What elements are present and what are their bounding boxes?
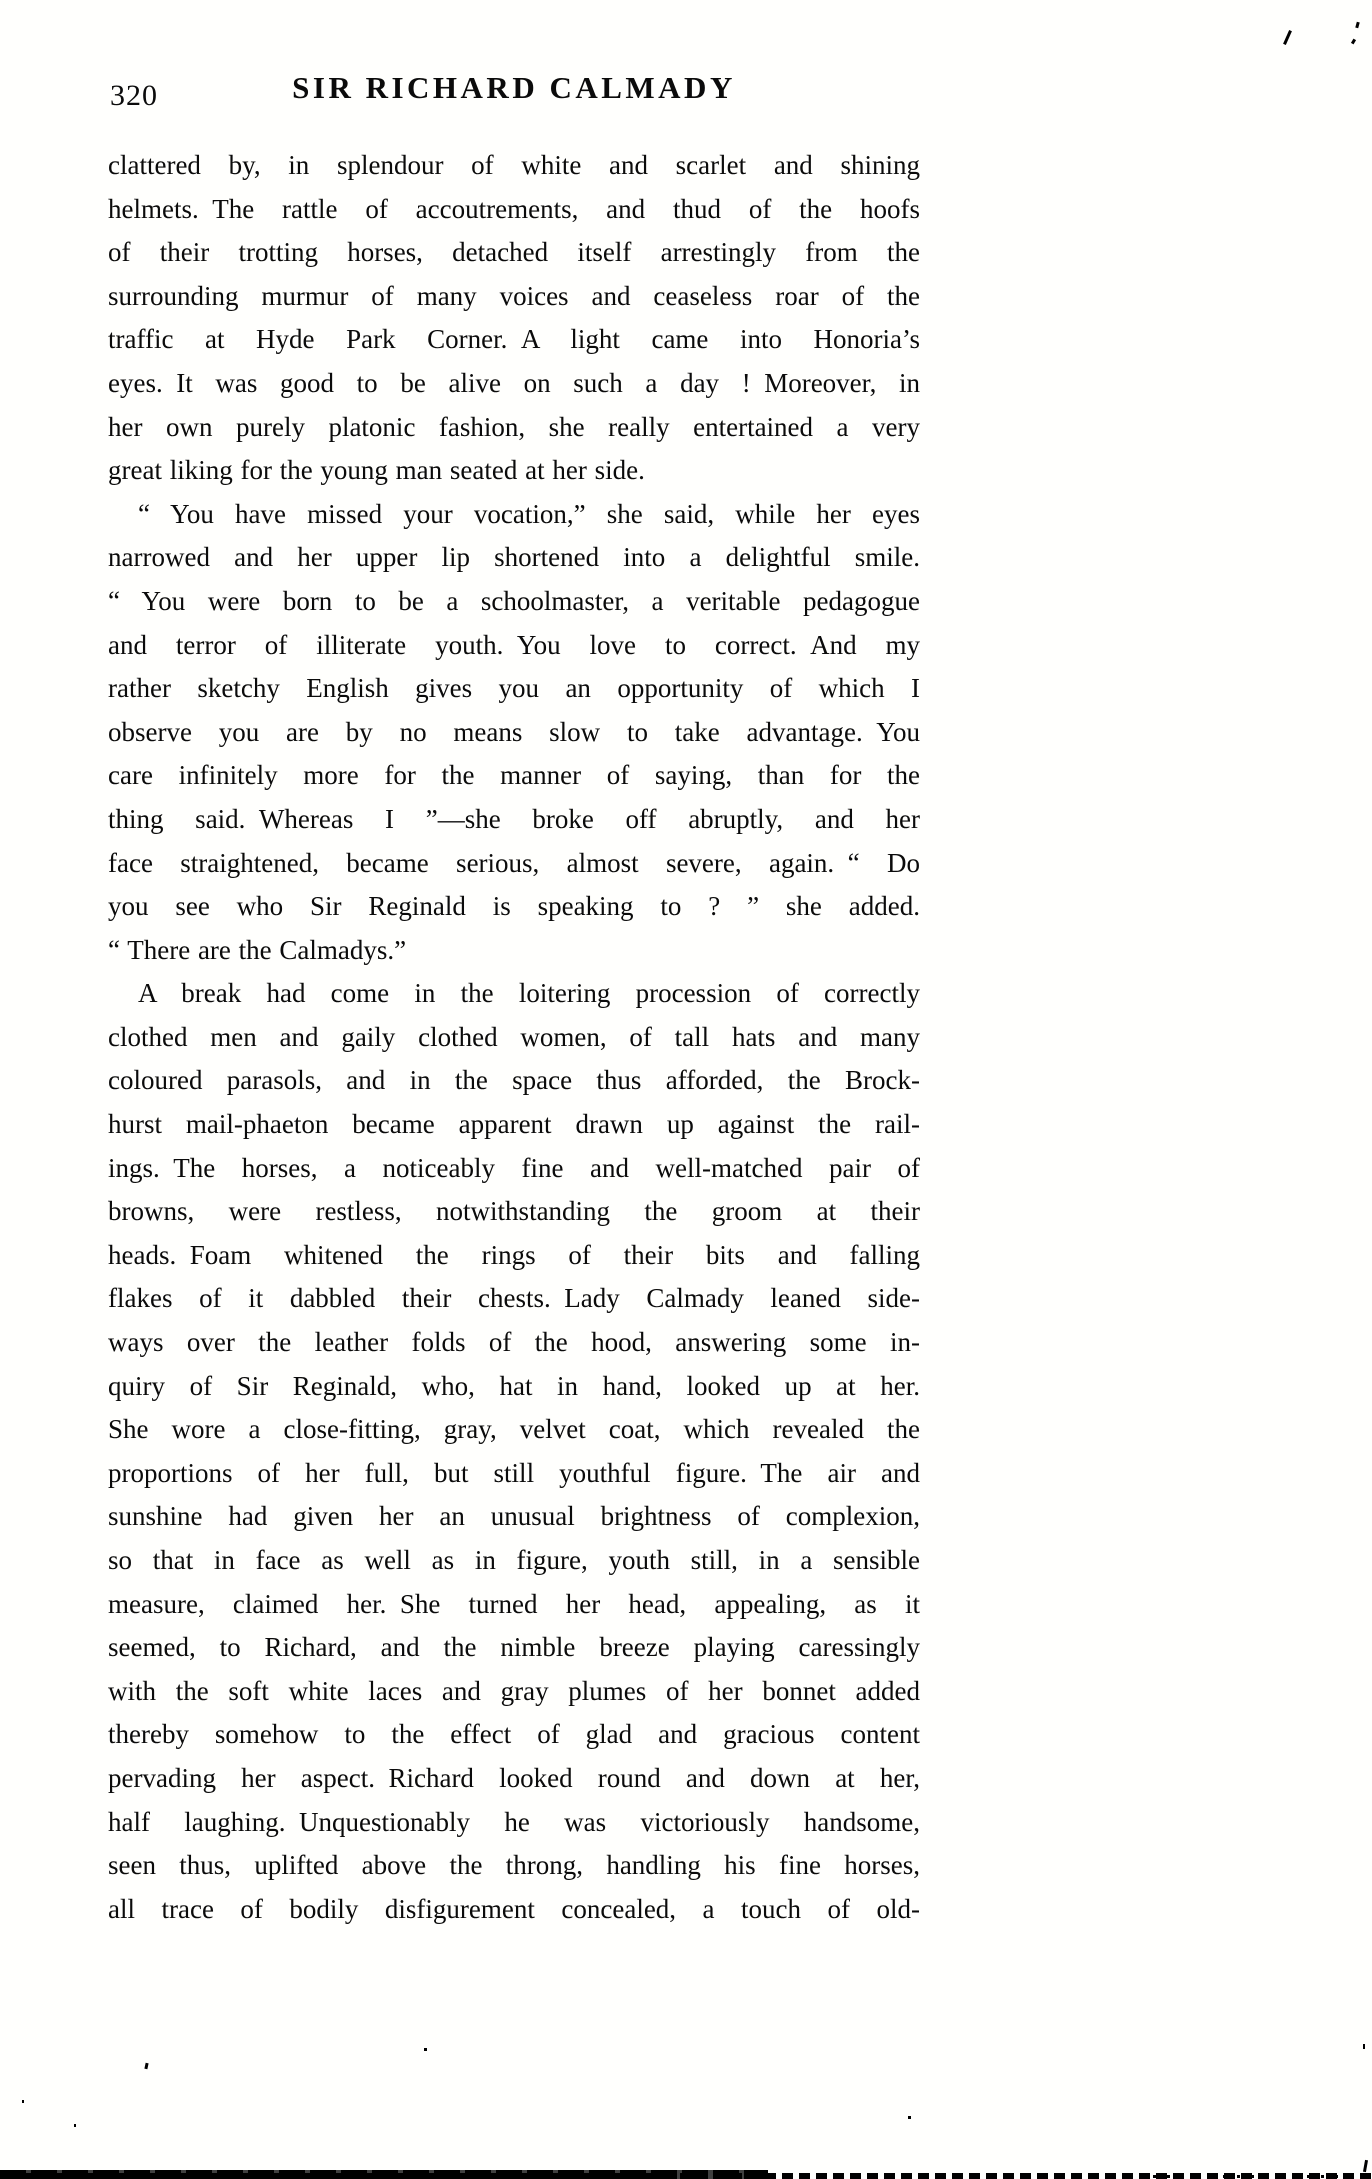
text-line: hurst mail-phaeton became apparent drawn up against the rail- <box>108 1109 920 1140</box>
text-line: thing said. Whereas I ”—she broke off abruptly, and her <box>108 803 920 834</box>
text-line: pervading her aspect. Richard looked round and down at her, <box>108 1762 920 1793</box>
text-line: heads. Foam whitened the rings of their bits and falling <box>108 1239 920 1270</box>
scan-speck <box>74 2124 76 2127</box>
text-line: all trace of bodily disfigurement concealed, a touch of old- <box>108 1893 920 1924</box>
scan-speck <box>1363 2044 1365 2049</box>
text-line: proportions of her full, but still youthful figure. The air and <box>108 1457 920 1488</box>
text-line: seen thus, uplifted above the throng, handling his fine horses, <box>108 1850 920 1881</box>
text-line: seemed, to Richard, and the nimble breeze playing caressingly <box>108 1632 920 1663</box>
text-line: “ You have missed your vocation,” she said, while her eyes <box>138 498 920 529</box>
scan-speck <box>424 2048 427 2051</box>
page-header <box>108 70 920 110</box>
text-line: A break had come in the loitering procession of correctly <box>138 978 920 1009</box>
text-line: with the soft white laces and gray plumes of her bonnet added <box>108 1675 920 1706</box>
text-line: helmets. The rattle of accoutrements, and thud of the hoofs <box>108 193 920 224</box>
text-line: half laughing. Unquestionably he was victoriously handsome, <box>108 1806 920 1837</box>
text-line: measure, claimed her. She turned her head, appealing, as it <box>108 1588 920 1619</box>
scan-speck <box>1355 22 1359 29</box>
text-line: surrounding murmur of many voices and ceaseless roar of the <box>108 280 920 311</box>
text-line: She wore a close-fitting, gray, velvet coat, which revealed the <box>108 1414 920 1445</box>
text-line: quiry of Sir Reginald, who, hat in hand, looked up at her. <box>108 1370 920 1401</box>
text-line: coloured parasols, and in the space thus afforded, the Brock- <box>108 1065 920 1096</box>
text-line: her own purely platonic fashion, she really entertained a very <box>108 411 920 442</box>
text-line: great liking for the young man seated at her side. <box>108 455 645 486</box>
text-line: clothed men and gaily clothed women, of tall hats and many <box>108 1021 920 1052</box>
text-line: rather sketchy English gives you an opportunity of which I <box>108 673 920 704</box>
text-line: care infinitely more for the manner of saying, than for the <box>108 760 920 791</box>
text-line: face straightened, became serious, almost severe, again. “ Do <box>108 847 920 878</box>
page-number: 320 <box>110 79 158 112</box>
text-column <box>108 0 920 1931</box>
scan-speck <box>1363 2160 1368 2172</box>
text-line: ings. The horses, a noticeably fine and well-matched pair of <box>108 1152 920 1183</box>
text-line: narrowed and her upper lip shortened into a delightful smile. <box>108 542 920 573</box>
running-title: SIR RICHARD CALMADY <box>292 70 736 105</box>
scan-speck <box>144 2063 148 2069</box>
text-line: of their trotting horses, detached itself arrestingly from the <box>108 237 920 268</box>
scan-speck <box>1351 39 1356 45</box>
text-line: thereby somehow to the effect of glad and gracious content <box>108 1719 920 1750</box>
body-text <box>108 144 920 1931</box>
text-line: eyes. It was good to be alive on such a day ! Moreover, in <box>108 367 920 398</box>
text-line: and terror of illiterate youth. You love to correct. And my <box>108 629 920 660</box>
text-line: “ There are the Calmadys.” <box>108 934 407 965</box>
text-line: you see who Sir Reginald is speaking to ? ” she added. <box>108 891 920 922</box>
text-line: observe you are by no means slow to take advantage. You <box>108 716 920 747</box>
scan-edge-artifact <box>0 2170 768 2179</box>
text-line: traffic at Hyde Park Corner. A light came into Honoria’s <box>108 324 920 355</box>
text-line: so that in face as well as in figure, youth still, in a sensible <box>108 1545 920 1575</box>
scan-edge-artifact <box>1125 2175 1372 2178</box>
text-line: sunshine had given her an unusual brightness of complexion, <box>108 1501 920 1532</box>
scan-speck <box>908 2116 911 2119</box>
scan-speck <box>1283 30 1292 45</box>
text-line: clattered by, in splendour of white and scarlet and shining <box>108 150 920 180</box>
scan-speck <box>22 2100 24 2103</box>
text-line: browns, were restless, notwithstanding the groom at their <box>108 1196 920 1227</box>
text-line: “ You were born to be a schoolmaster, a veritable pedagogue <box>108 585 920 616</box>
text-line: flakes of it dabbled their chests. Lady Calmady leaned side- <box>108 1283 920 1314</box>
text-line: ways over the leather folds of the hood, answering some in- <box>108 1327 920 1358</box>
